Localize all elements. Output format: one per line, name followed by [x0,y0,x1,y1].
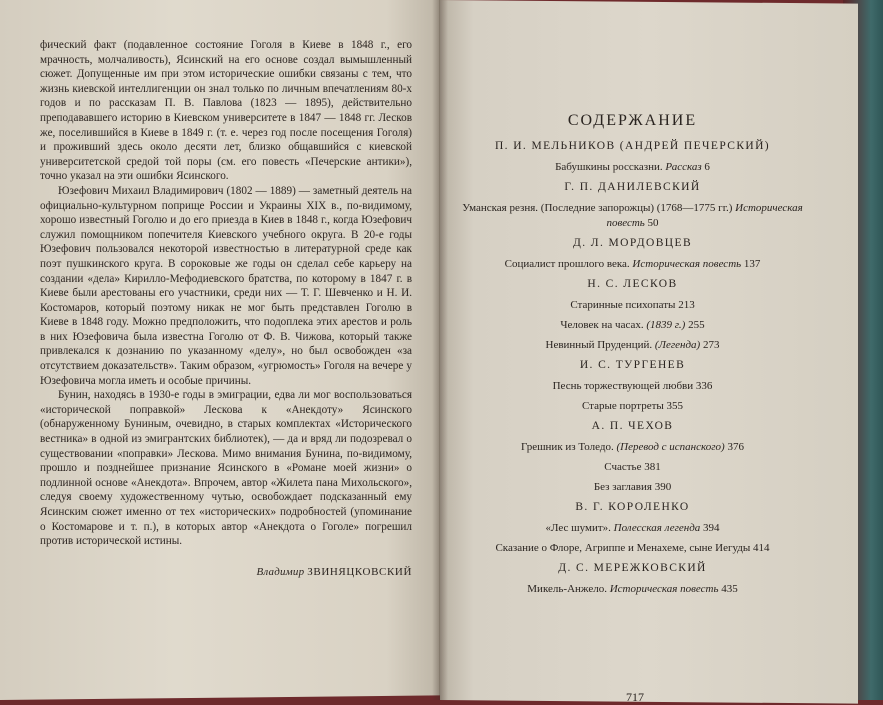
paragraph: Бунин, находясь в 1930-е годы в эмиграции, едва ли мог воспользоваться «исторической поправкой» Лескова к «Анекдоту» Ясинского (обнаруженному Буниным, очевидно, в старых комплектах «Исторического вестника» в одной из эмигрантских библиотек), — да и вряд ли подозревал о существовании «поправки» Лескова. Мимо внимания Бунина, по-видимому, прошло и позднейшее признание Ясинского в «Романе моей жизни» о подлинной основе «Анекдота». Впрочем, автор «Жилета пана Михольского», следуя своему художественному чутью, освобождает подсказанный ему Ясинским сюжет именно от тех «исторических» подробностей (упоминание о Костомарове и т. п.), в которых автор «Анекдота о Гоголе» погрешил против исторической истины. [40,389,412,548]
toc-section [460,501,805,556]
toc-author: Д. Л. МОРДОВЦЕВ [572,237,693,249]
toc-entry-title: Счастье [604,461,642,473]
toc-entry-page: 137 [743,258,761,270]
commentary-text [40,38,412,579]
signature [40,565,412,580]
toc-entry-page: 336 [695,380,713,392]
toc-entry [460,480,805,495]
signature-name: Владимир [256,565,305,578]
toc-entry-page: 6 [704,161,710,173]
toc-entry [460,298,805,313]
toc-title: СОДЕРЖАНИЕ [567,112,698,129]
toc-entry [460,399,805,414]
toc-author: П. И. МЕЛЬНИКОВ (АНДРЕЙ ПЕЧЕРСКИЙ) [494,140,771,152]
toc-sections [460,140,805,597]
paragraph: Юзефович Михаил Владимирович (1802 — 1889) — заметный деятель на официально-культурном поприще России и Украины XIX в., по-видимому, хорошо известный Гоголю и до его приезда в Киев в 1848 г., когда Юзефович служил помощником попечителя Киевского учебного округа. В 20-е годы Юзефович пользовался некоторой известностью в литературной среде как поэт пушкинского круга. В сороковые же годы он сделал себе карьеру на создании «дела» Кирилло-Мефодиевского братства, по которому в 1847 г. в Киеве были арестованы его участники, среди них — Т. Г. Шевченко и Н. И. Костомаров, который поэтому никак не мог быть представлен Гоголю в Киеве в 1848 году. Можно предположить, что подоплека этих арестов и роль в них Юзефовича была известна Гоголю от Ф. В. Чижова, который также привлекался к дознанию по указанному «делу», но был освобожден «за отсутствием доказательств». Таким образом, «угрюмость» Гоголя на вечере у Юзефовича могла иметь и особые причины. [40,184,412,387]
toc-entry [460,379,805,394]
toc-entry-page: 414 [753,542,770,554]
toc-author: А. П. ЧЕХОВ [591,420,674,432]
toc-entry-genre: (Легенда) [654,339,701,351]
toc-entry [460,440,805,455]
signature-surname: ЗВИНЯЦКОВСКИЙ [307,565,412,578]
toc-author: В. Г. КОРОЛЕНКО [575,501,690,513]
toc-entry-genre: (1839 г.) [646,319,686,331]
toc-entry [460,338,805,353]
toc-entry [460,582,805,597]
table-of-contents [460,112,805,603]
toc-author: И. С. ТУРГЕНЕВ [579,359,686,371]
toc-entry-title: Бабушкины россказни. [555,161,663,173]
book-spine [432,0,448,700]
toc-entry-page: 50 [647,217,659,229]
toc-author: Д. С. МЕРЕЖКОВСКИЙ [558,562,707,574]
toc-section [460,181,805,231]
toc-entry [460,460,805,475]
toc-entry [460,201,805,231]
toc-entry-page: 394 [703,522,720,534]
toc-entry-page: 381 [644,461,661,473]
toc-entry-title: Социалист прошлого века. [504,258,630,270]
toc-entry-title: Песнь торжествующей любви [552,380,694,392]
toc-entry-title: Уманская резня. (Последние запорожцы) (1768—1775 гг.) [462,202,733,214]
toc-section [460,140,805,175]
toc-entry-page: 255 [688,319,705,331]
toc-entry-page: 390 [654,481,672,493]
toc-section [460,359,805,414]
toc-entry-page: 355 [666,400,684,412]
toc-entry-page: 213 [678,299,695,311]
toc-entry-title: Сказание о Флоре, Агриппе и Менахеме, сыне Иегуды [495,542,751,554]
toc-entry-title: Старые портреты [581,400,664,412]
toc-section [460,562,805,597]
toc-entry-genre: Полесская легенда [613,522,701,534]
paragraph: фический факт (подавленное состояние Гоголя в Киеве в 1848 г., его мрачность, молчаливость), Ясинский на его основе создал вымышленный сюжет. Допущенные им при этом исторические ошибки связаны с тем, что жизнь киевской интеллигенции он знал только по личным впечатлениям 80-х годов и по рассказам П. В. Павлова (1823 — 1895), действительно преподававшего историю в Киевском университете в 1847 — 1848 гг. Лесков же, поселившийся в Киеве в 1849 г. (т. е. через год после посещения Гоголя) и проживший здесь около десяти лет, близко общавшийся с киевской университетской средой той поры (см. его повесть «Печерские антики»), точно указал на эти ошибки Ясинского. [40,39,412,183]
toc-entry-genre: Историческая повесть [609,583,719,595]
toc-section [460,237,805,272]
toc-entry-page: 435 [721,583,738,595]
toc-entry-title: Человек на часах. [560,319,644,331]
toc-section [460,278,805,353]
toc-author: Н. С. ЛЕСКОВ [587,278,678,290]
toc-entry-title: Без заглавия [593,481,652,493]
toc-entry-genre: Историческая повесть [632,258,742,270]
toc-entry-title: Старинные психопаты [570,299,676,311]
toc-entry-page: 273 [702,339,720,351]
toc-entry [460,257,805,272]
toc-entry-title: Микель-Анжело. [527,583,607,595]
toc-entry [460,160,805,175]
toc-entry [460,318,805,333]
toc-entry-title: «Лес шумит». [545,522,611,534]
toc-entry [460,541,805,556]
toc-entry-title: Невинный Пруденций. [545,339,653,351]
toc-entry-title: Грешник из Толедо. [521,441,614,453]
toc-author: Г. П. ДАНИЛЕВСКИЙ [564,181,701,193]
toc-entry-genre: Историческая повесть [606,202,803,229]
page-number: 717 [626,690,644,704]
toc-entry-genre: (Перевод с испанского) [616,441,725,453]
toc-entry-genre: Рассказ [665,161,702,173]
toc-section [460,420,805,495]
toc-entry-page: 376 [727,441,744,453]
toc-entry [460,521,805,536]
